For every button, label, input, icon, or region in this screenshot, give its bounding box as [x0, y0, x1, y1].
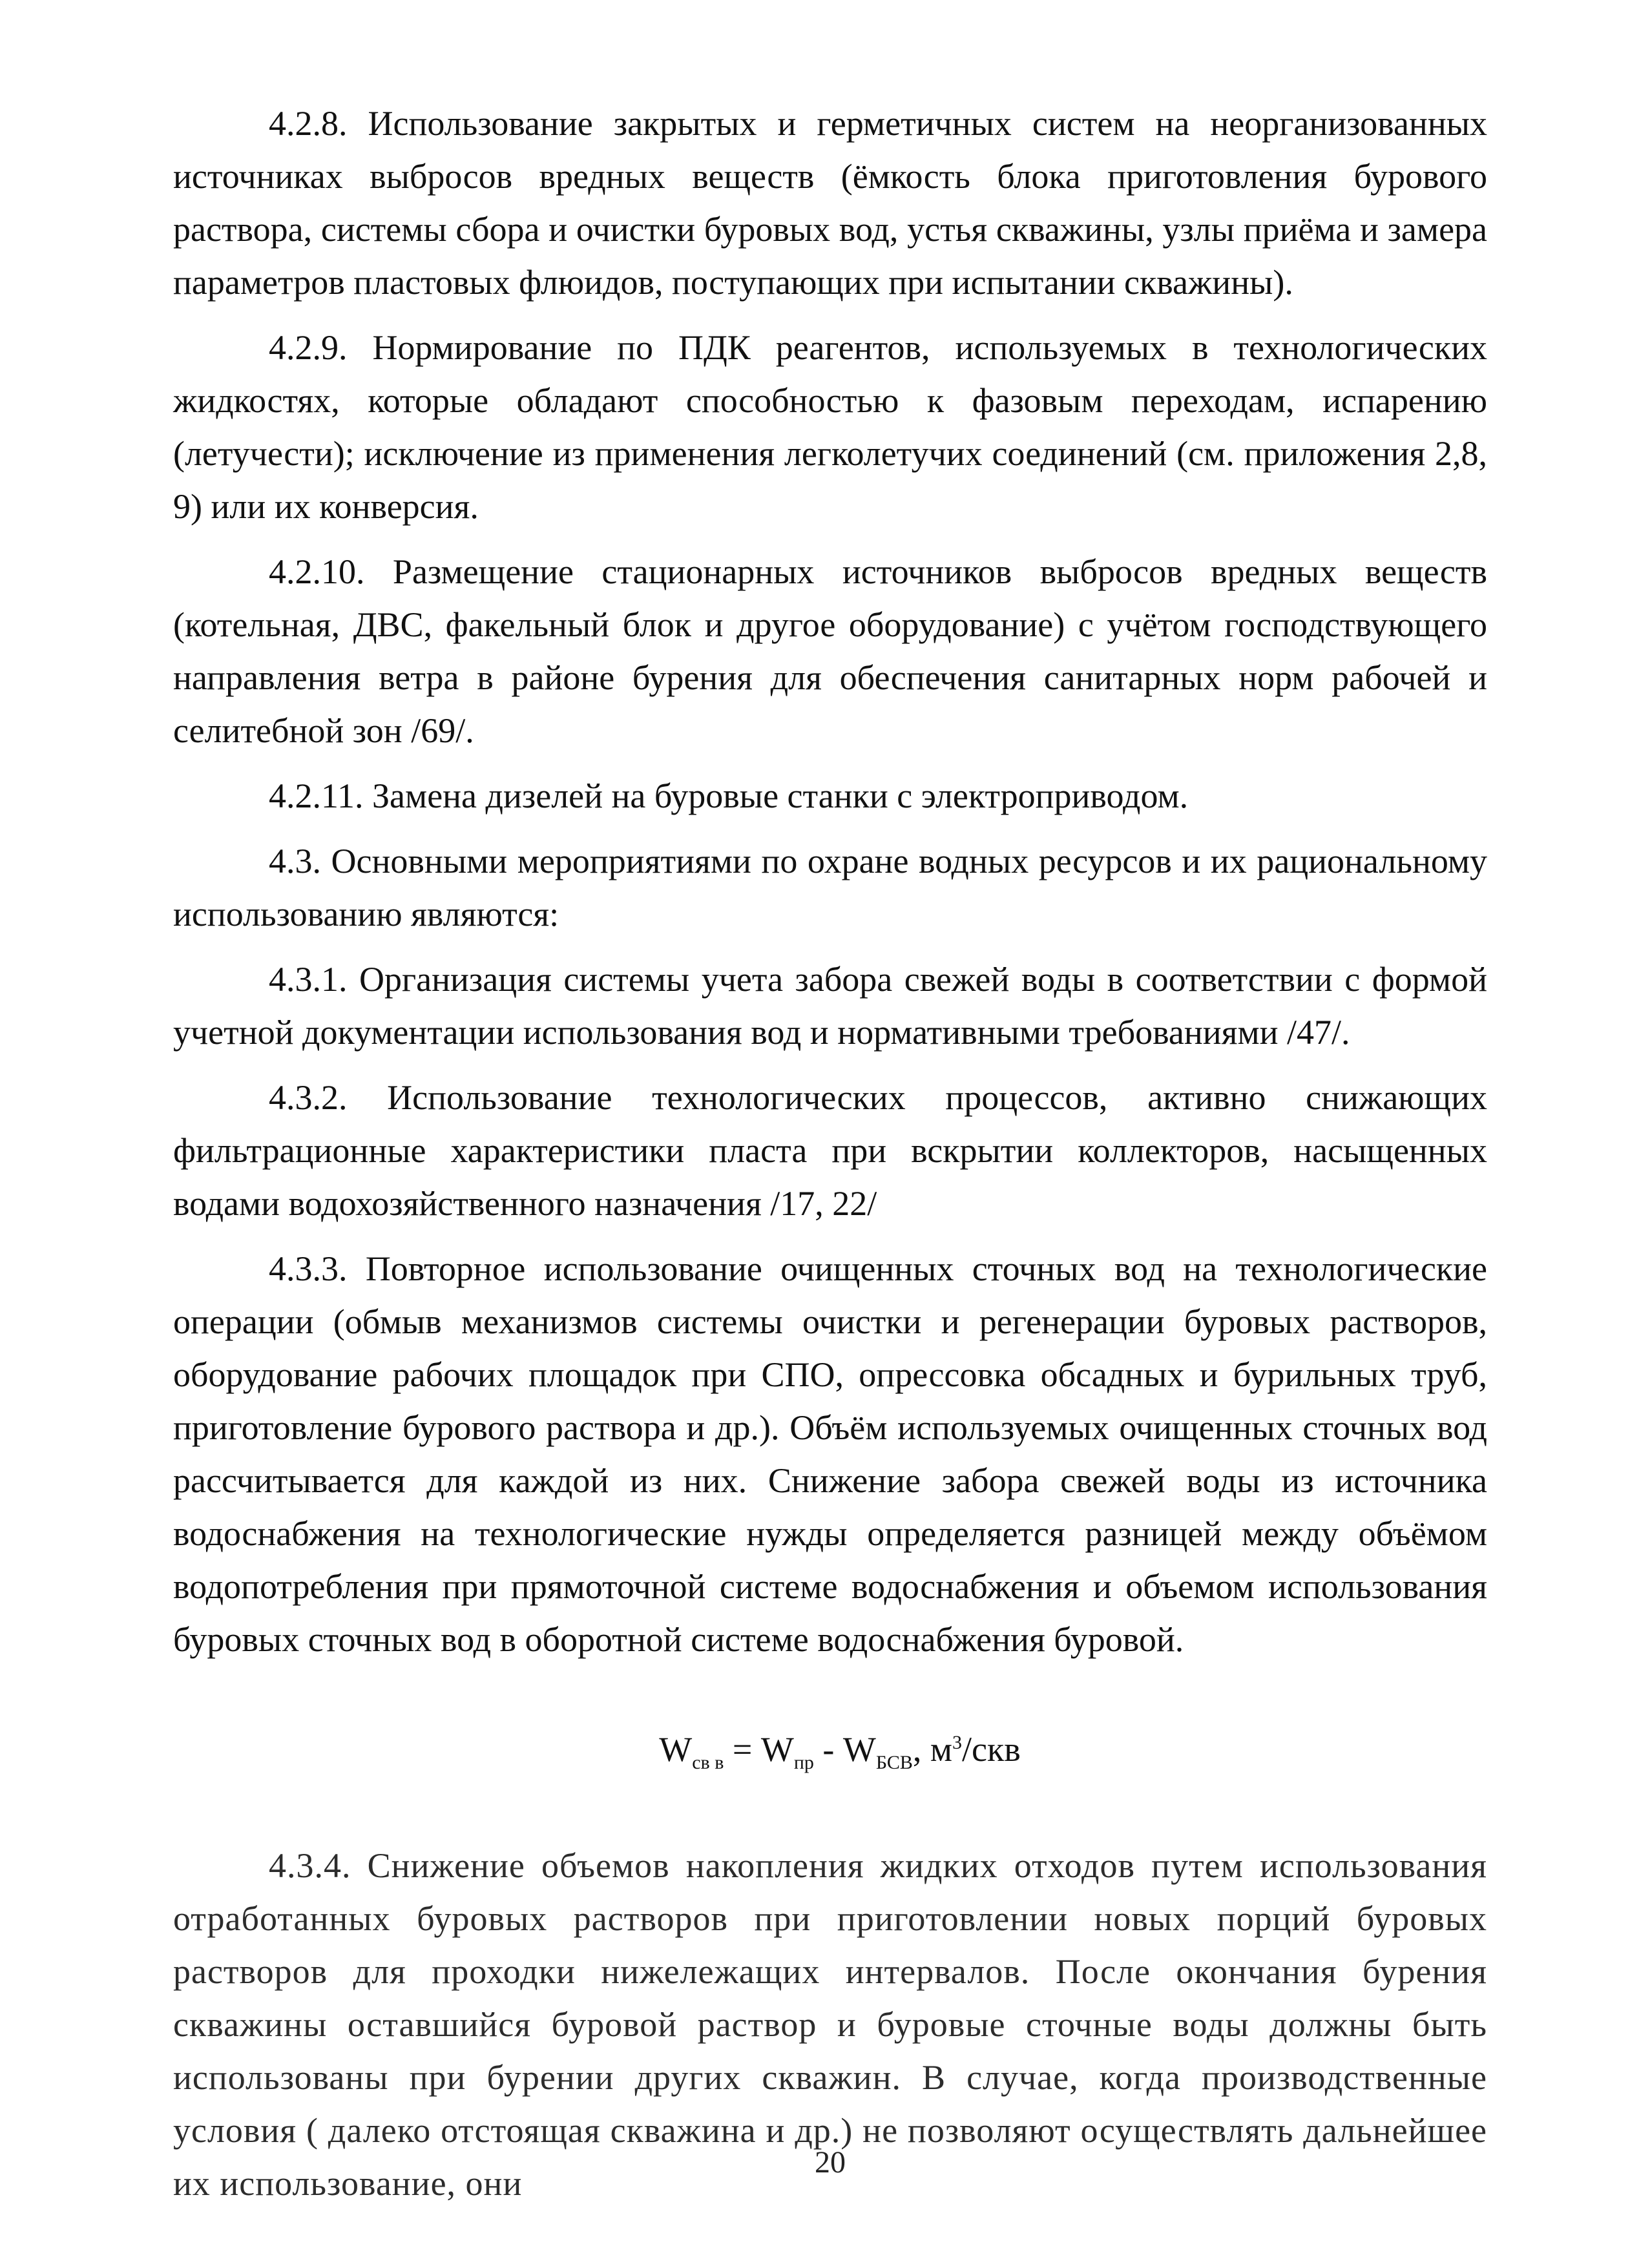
formula-rhs-second-subscript: БСВ [875, 1751, 913, 1773]
formula-unit-denominator: /скв [962, 1730, 1021, 1769]
paragraph-4-2-8: 4.2.8. Использование закрытых и герметичных систем на неорганизованных источниках выбросов вредных веществ (ёмкость блока приготовления бурового раствора, системы сбора и очистки буровых вод, устья скважины, узлы приёма и замера параметров пластовых флюидов, поступающих при испытании скважины). [173, 104, 1487, 302]
paragraph-4-2-10: 4.2.10. Размещение стационарных источников выбросов вредных веществ (котельная, ДВС, факельный блок и другое оборудование) с учётом господствующего направления ветра в районе бурения для обеспечения санитарных норм рабочей и селитебной зон /69/. [173, 552, 1487, 750]
paragraph-4-3-2: 4.3.2. Использование технологических процессов, активно снижающих фильтрационные характеристики пласта при вскрытии коллекторов, насыщенных водами водохозяйственного назначения /17, 22/ [173, 1078, 1487, 1223]
formula-unit-superscript: 3 [952, 1732, 963, 1753]
paragraph-4-3-1: 4.3.1. Организация системы учета забора свежей воды в соответствии с формой учетной документации использования вод и нормативными требованиями /47/. [173, 960, 1487, 1052]
paragraph-4-3: 4.3. Основными мероприятиями по охране водных ресурсов и их рациональному использованию являются: [173, 842, 1487, 933]
formula-rhs-second: W [842, 1730, 876, 1769]
formula-lhs-subscript: св в [692, 1751, 724, 1773]
paragraph-4-3-4: 4.3.4. Снижение объемов накопления жидких отходов путем использования отработанных буровых растворов при приготовлении новых порций буровых растворов для проходки нижележащих интервалов. После окончания бурения скважины оставшийся буровой раствор и буровые сточные воды должны быть использованы при бурении других скважин. В случае, когда производственные условия ( далеко отстоящая скважина и др.) не позволяют осуществлять дальнейшее их использование, они [173, 1846, 1487, 2203]
paragraph-4-2-11: 4.2.11. Замена дизелей на буровые станки с электроприводом. [269, 776, 1189, 815]
formula-rhs-first: W [760, 1730, 794, 1769]
formula-minus: - [813, 1730, 843, 1769]
paragraph-4-3-3: 4.3.3. Повторное использование очищенных сточных вод на технологические операции (обмыв механизмов системы очистки и регенерации буровых растворов, оборудование рабочих площадок при СПО, опрессовка обсадных и бурильных труб, приготовление бурового раствора и др.). Объём используемых очищенных сточных вод рассчитывается для каждой из них. Снижение забора свежей воды из источника водоснабжения на технологические нужды определяется разницей между объёмом водопотребления при прямоточной системе водоснабжения и объемом использования буровых сточных вод в оборотной системе водоснабжения буровой. [173, 1249, 1487, 1659]
document-page [173, 97, 1487, 2203]
water-balance-formula [173, 1723, 1487, 1776]
formula-lhs: W [659, 1730, 693, 1769]
formula-unit: , м [912, 1730, 953, 1769]
formula-rhs-first-subscript: пр [793, 1751, 814, 1773]
formula-equals: = [724, 1730, 761, 1769]
page-number: 20 [815, 2145, 846, 2180]
paragraph-4-2-9: 4.2.9. Нормирование по ПДК реагентов, используемых в технологических жидкостях, которые обладают способностью к фазовым переходам, испарению (летучести); исключение из применения легколетучих соединений (см. приложения 2,8, 9) или их конверсия. [173, 328, 1487, 526]
